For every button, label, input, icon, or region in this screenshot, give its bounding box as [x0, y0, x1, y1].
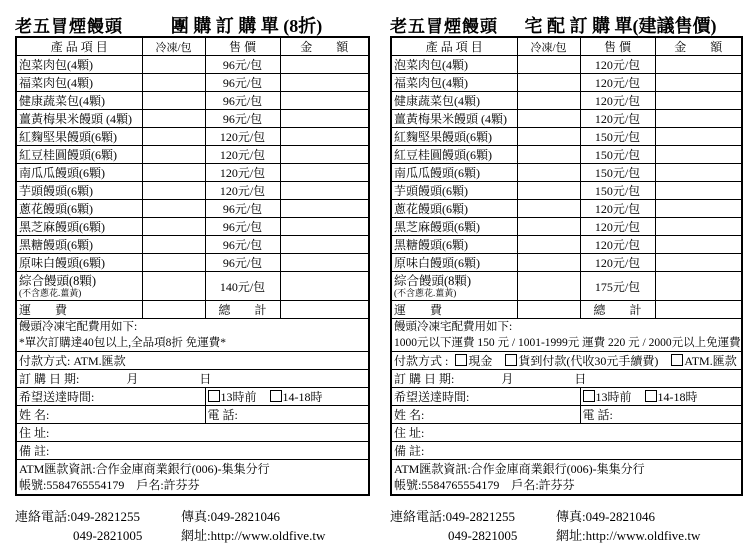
table-row [391, 218, 742, 236]
table-row [391, 146, 742, 164]
product-name-cell: 薑黃梅果米饅頭 (4顆) [16, 110, 142, 128]
price-cell: 96元/包 [205, 236, 280, 254]
freight-note-cell [16, 319, 369, 352]
table-row [16, 254, 369, 272]
name-label-cell: 姓 名: [16, 406, 205, 424]
price-cell: 150元/包 [580, 182, 655, 200]
delivery-time-options-cell [580, 388, 742, 406]
footer-phone [390, 507, 556, 526]
amount-cell [280, 218, 369, 236]
amount-cell [280, 92, 369, 110]
table-row [16, 74, 369, 92]
total-label-cell: 總 計 [205, 301, 280, 319]
product-name-cell: 紅豆桂圓饅頭(6顆) [391, 146, 517, 164]
table-row [16, 128, 369, 146]
order-date-row [391, 370, 742, 388]
price-cell: 120元/包 [580, 56, 655, 74]
payment-label: 付款方式 : [394, 354, 449, 368]
table-row [16, 110, 369, 128]
product-name-cell: 黑糖饅頭(6顆) [391, 236, 517, 254]
qty-cell [517, 74, 580, 92]
product-name-cell: 紅麴堅果饅頭(6顆) [391, 128, 517, 146]
atm-info-row [16, 460, 369, 496]
product-name-cell: 黑糖饅頭(6顆) [16, 236, 142, 254]
time-option-label: 14-18時 [282, 390, 323, 404]
payment-option-label: 貨到付款(代收30元手續費) [518, 354, 659, 368]
amount-cell [655, 110, 742, 128]
price-cell: 120元/包 [580, 200, 655, 218]
product-name-cell: 芋頭饅頭(6顆) [391, 182, 517, 200]
contact-footer [15, 507, 370, 545]
price-cell: 96元/包 [205, 56, 280, 74]
product-name-cell [391, 272, 517, 301]
amount-cell [655, 218, 742, 236]
payment-option-label: ATM.匯款 [684, 354, 737, 368]
price-cell: 96元/包 [205, 218, 280, 236]
product-name-cell: 原味白饅頭(6顆) [391, 254, 517, 272]
footer-line [15, 507, 370, 526]
product-name-cell [16, 272, 142, 301]
freight-intro: 饅頭冷凍宅配費用如下: [394, 321, 513, 333]
qty-cell [142, 110, 205, 128]
product-name-cell: 薑黃梅果米饅頭 (4顆) [391, 110, 517, 128]
payment-row [16, 352, 369, 370]
table-row [391, 128, 742, 146]
product-name-cell: 蔥花饅頭(6顆) [16, 200, 142, 218]
footer-line [390, 526, 743, 545]
amount-cell [280, 272, 369, 301]
phone-label-cell: 電 話: [205, 406, 369, 424]
price-cell: 96元/包 [205, 200, 280, 218]
total-value-cell [280, 301, 369, 319]
price-cell: 96元/包 [205, 110, 280, 128]
amount-column-header: 金 額 [655, 37, 742, 56]
footer-line [390, 507, 743, 526]
product-name-cell: 南瓜瓜饅頭(6顆) [16, 164, 142, 182]
amount-cell [280, 254, 369, 272]
table-row [391, 56, 742, 74]
price-cell: 120元/包 [580, 110, 655, 128]
footer-phone2 [390, 526, 556, 545]
table-row [391, 254, 742, 272]
name-label-cell: 姓 名: [391, 406, 580, 424]
memo-label-cell: 備 註: [16, 442, 369, 460]
checkbox-icon [505, 354, 517, 366]
amount-cell [280, 74, 369, 92]
web-url: http://www.oldfive.tw [210, 528, 326, 543]
contact-footer [390, 507, 743, 545]
shipping-value-cell [517, 301, 580, 319]
product-column-header: 產 品 項 目 [391, 37, 517, 56]
atm-info-row [391, 460, 742, 496]
qty-cell [142, 182, 205, 200]
price-cell: 120元/包 [205, 146, 280, 164]
table-row [16, 164, 369, 182]
brand-title: 老五冒煙饅頭 [390, 17, 498, 36]
product-name-cell: 蔥花饅頭(6顆) [391, 200, 517, 218]
qty-cell [517, 110, 580, 128]
table-header-row [16, 37, 369, 56]
order-table [15, 36, 370, 496]
order-date-cell [391, 370, 742, 388]
order-date-label: 訂 購 日 期: [19, 372, 80, 386]
qty-cell [142, 164, 205, 182]
amount-cell [655, 128, 742, 146]
checkbox-icon [270, 390, 282, 402]
price-cell: 96元/包 [205, 74, 280, 92]
price-column-header: 售 價 [205, 37, 280, 56]
payment-cell [391, 352, 742, 370]
phone-number: 049-2821255 [445, 509, 515, 524]
checkbox-icon [671, 354, 683, 366]
qty-cell [142, 128, 205, 146]
checkbox-icon [645, 390, 657, 402]
price-cell: 120元/包 [580, 92, 655, 110]
brand-title: 老五冒煙饅頭 [15, 17, 123, 36]
delivery-time-row [16, 388, 369, 406]
qty-cell [142, 272, 205, 301]
fax-label: 傳真: [181, 509, 211, 524]
table-row [16, 200, 369, 218]
product-name-cell: 泡菜肉包(4顆) [391, 56, 517, 74]
price-cell: 120元/包 [205, 128, 280, 146]
product-name-cell: 黑芝麻饅頭(6顆) [16, 218, 142, 236]
day-label: 日 [574, 372, 587, 386]
atm-bank-line: ATM匯款資訊:合作金庫商業銀行(006)-集集分行 [19, 462, 270, 476]
memo-label-cell: 備 註: [391, 442, 742, 460]
price-cell: 120元/包 [205, 182, 280, 200]
amount-cell [655, 164, 742, 182]
freight-total-row [16, 301, 369, 319]
freight-note-row [16, 319, 369, 352]
footer-web [181, 526, 325, 545]
price-cell: 140元/包 [205, 272, 280, 301]
table-row [16, 218, 369, 236]
delivery-time-options-cell [205, 388, 369, 406]
form-header [15, 12, 370, 36]
phone-number-2: 049-2821005 [448, 528, 518, 543]
fax-label: 傳真: [556, 509, 586, 524]
amount-cell [655, 182, 742, 200]
delivery-time-label-cell: 希望送達時間: [16, 388, 205, 406]
qty-cell [142, 92, 205, 110]
qty-cell [517, 254, 580, 272]
product-name-cell: 南瓜瓜饅頭(6顆) [391, 164, 517, 182]
time-option [270, 390, 323, 404]
web-label: 網址: [556, 528, 586, 543]
product-name-cell: 福菜肉包(4顆) [16, 74, 142, 92]
form-header [390, 12, 743, 36]
memo-row [391, 442, 742, 460]
price-cell: 150元/包 [580, 164, 655, 182]
time-option-label: 13時前 [220, 390, 257, 404]
address-row [16, 424, 369, 442]
price-cell: 150元/包 [580, 146, 655, 164]
address-label-cell: 住 址: [391, 424, 742, 442]
table-row [391, 164, 742, 182]
atm-account-line: 帳號:5584765554179 戶名:許芬芬 [394, 478, 575, 492]
amount-cell [655, 272, 742, 301]
table-row [391, 182, 742, 200]
time-option [583, 390, 632, 404]
amount-cell [655, 254, 742, 272]
amount-cell [280, 56, 369, 74]
amount-cell [280, 236, 369, 254]
table-row [391, 200, 742, 218]
product-name-cell: 健康蔬菜包(4顆) [391, 92, 517, 110]
price-cell: 120元/包 [580, 254, 655, 272]
payment-option [671, 354, 736, 368]
product-column-header: 產 品 項 目 [16, 37, 142, 56]
order-date-row [16, 370, 369, 388]
name-phone-row [391, 406, 742, 424]
payment-option [455, 354, 492, 368]
product-name-cell: 芋頭饅頭(6顆) [16, 182, 142, 200]
qty-cell [517, 200, 580, 218]
shipping-value-cell [142, 301, 205, 319]
table-row [16, 92, 369, 110]
freight-intro: 饅頭冷凍宅配費用如下: [19, 321, 138, 333]
atm-info-cell [16, 460, 369, 496]
time-option-label: 14-18時 [657, 390, 698, 404]
qty-cell [142, 146, 205, 164]
product-name-cell: 紅麴堅果饅頭(6顆) [16, 128, 142, 146]
web-label: 網址: [181, 528, 211, 543]
amount-cell [280, 110, 369, 128]
product-name-cell: 原味白饅頭(6顆) [16, 254, 142, 272]
freight-note-row [391, 319, 742, 352]
qty-cell [142, 236, 205, 254]
freight-note: 1000元以下運費 150 元 / 1001-1999元 運費 220 元 / 2000元以上免運費 [394, 337, 741, 349]
qty-cell [517, 146, 580, 164]
qty-cell [142, 74, 205, 92]
fax-number: 049-2821046 [210, 509, 280, 524]
footer-phone [15, 507, 181, 526]
day-label: 日 [199, 372, 212, 386]
delivery-time-label-cell: 希望送達時間: [391, 388, 580, 406]
table-row [16, 56, 369, 74]
price-column-header: 售 價 [580, 37, 655, 56]
product-name-cell: 泡菜肉包(4顆) [16, 56, 142, 74]
amount-cell [280, 146, 369, 164]
payment-option-label: 現金 [468, 354, 493, 368]
address-row [391, 424, 742, 442]
price-cell: 150元/包 [580, 128, 655, 146]
amount-cell [655, 200, 742, 218]
combo-row [391, 272, 742, 301]
freight-note: *單次訂購達40包以上,全品項8折 免運費* [19, 337, 226, 349]
product-name-cell: 福菜肉包(4顆) [391, 74, 517, 92]
payment-cell: 付款方式: ATM.匯款 [16, 352, 369, 370]
price-cell: 120元/包 [205, 164, 280, 182]
time-option-label: 13時前 [595, 390, 632, 404]
memo-row [16, 442, 369, 460]
fax-number: 049-2821046 [585, 509, 655, 524]
amount-cell [655, 146, 742, 164]
table-row [16, 182, 369, 200]
atm-bank-line: ATM匯款資訊:合作金庫商業銀行(006)-集集分行 [394, 462, 645, 476]
footer-web [556, 526, 700, 545]
frozen-column-header: 冷凍/包 [142, 37, 205, 56]
price-cell: 175元/包 [580, 272, 655, 301]
table-row [16, 146, 369, 164]
table-row [16, 236, 369, 254]
price-cell: 96元/包 [205, 254, 280, 272]
combo-row [16, 272, 369, 301]
footer-phone2 [15, 526, 181, 545]
phone-number: 049-2821255 [70, 509, 140, 524]
total-label-cell: 總 計 [580, 301, 655, 319]
qty-cell [517, 164, 580, 182]
product-name-cell: 健康蔬菜包(4顆) [16, 92, 142, 110]
footer-fax [556, 507, 655, 526]
payment-option [505, 354, 658, 368]
qty-cell [517, 92, 580, 110]
qty-cell [517, 272, 580, 301]
table-row [391, 74, 742, 92]
order-table [390, 36, 743, 496]
phone-label-cell: 電 話: [580, 406, 742, 424]
amount-cell [655, 56, 742, 74]
form-title: 團 購 訂 購 單 (8折) [170, 16, 323, 36]
phone-number-2: 049-2821005 [73, 528, 143, 543]
checkbox-icon [455, 354, 467, 366]
frozen-column-header: 冷凍/包 [517, 37, 580, 56]
qty-cell [142, 254, 205, 272]
shipping-label-cell: 運 費 [391, 301, 517, 319]
footer-line [15, 526, 370, 545]
table-header-row [391, 37, 742, 56]
phone-label: 連絡電話: [390, 509, 446, 524]
atm-account-line: 帳號:5584765554179 戶名:許芬芬 [19, 478, 200, 492]
delivery-order-form [390, 12, 743, 545]
month-label: 月 [126, 372, 139, 386]
amount-cell [280, 182, 369, 200]
combo-name: 綜合饅頭(8顆) [19, 274, 97, 288]
qty-cell [142, 218, 205, 236]
order-date-cell [16, 370, 369, 388]
shipping-label-cell: 運 費 [16, 301, 142, 319]
time-option [208, 390, 257, 404]
combo-name: 綜合饅頭(8顆) [394, 274, 472, 288]
combo-note: (不含蔥花.薑黃) [394, 288, 457, 298]
amount-cell [280, 200, 369, 218]
product-name-cell: 黑芝麻饅頭(6顆) [391, 218, 517, 236]
atm-info-cell [391, 460, 742, 496]
qty-cell [517, 236, 580, 254]
amount-cell [655, 74, 742, 92]
checkbox-icon [583, 390, 595, 402]
qty-cell [517, 218, 580, 236]
table-row [391, 92, 742, 110]
qty-cell [517, 56, 580, 74]
footer-fax [181, 507, 280, 526]
month-label: 月 [501, 372, 514, 386]
table-row [391, 110, 742, 128]
price-cell: 96元/包 [205, 92, 280, 110]
qty-cell [517, 182, 580, 200]
freight-note-cell [391, 319, 742, 352]
amount-cell [655, 92, 742, 110]
form-title: 宅 配 訂 購 單(建議售價) [524, 16, 717, 36]
address-label-cell: 住 址: [16, 424, 369, 442]
freight-total-row [391, 301, 742, 319]
amount-cell [280, 128, 369, 146]
time-option [645, 390, 698, 404]
amount-column-header: 金 額 [280, 37, 369, 56]
price-cell: 120元/包 [580, 218, 655, 236]
product-name-cell: 紅豆桂圓饅頭(6顆) [16, 146, 142, 164]
amount-cell [655, 236, 742, 254]
total-value-cell [655, 301, 742, 319]
amount-cell [280, 164, 369, 182]
group-order-form [15, 12, 370, 545]
delivery-time-row [391, 388, 742, 406]
phone-label: 連絡電話: [15, 509, 71, 524]
price-cell: 120元/包 [580, 74, 655, 92]
qty-cell [142, 200, 205, 218]
table-row [391, 236, 742, 254]
qty-cell [517, 128, 580, 146]
price-cell: 120元/包 [580, 236, 655, 254]
qty-cell [142, 56, 205, 74]
checkbox-icon [208, 390, 220, 402]
order-date-label: 訂 購 日 期: [394, 372, 455, 386]
combo-note: (不含蔥花.薑黃) [19, 288, 82, 298]
payment-row [391, 352, 742, 370]
web-url: http://www.oldfive.tw [585, 528, 701, 543]
name-phone-row [16, 406, 369, 424]
